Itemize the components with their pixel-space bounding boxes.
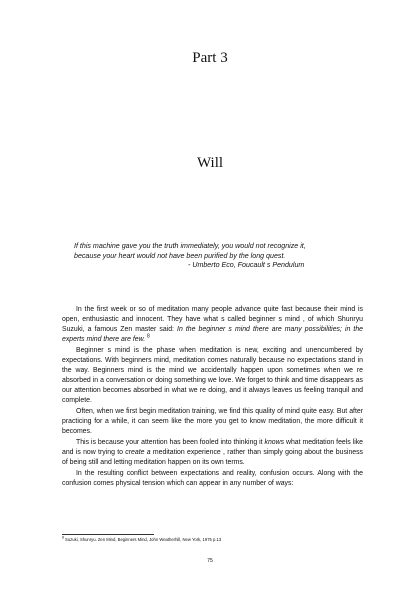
epigraph-line-1: If this machine gave you the truth immediately, you would not recognize it,: [74, 242, 306, 250]
paragraph-3: Often, when we first begin meditation training, we find this quality of mind quite easy. But after practicing for a while, it can seem like the more you get to know meditation, the more difficult it becomes.: [62, 407, 363, 436]
footnote-text: Suzuki, Shunryu. Zen Mind, Beginners Mind, John Weatherhill, New York, 1975 p.13: [63, 537, 222, 542]
paragraph-5: In the resulting conflict between expectations and reality, confusion occurs. Along with the confusion comes physical tension which can appear in any number of ways:: [62, 469, 363, 487]
body-text: [62, 305, 363, 489]
epigraph-line-2: because your heart would not have been purified by the long quest.: [74, 251, 286, 260]
chapter-title: Will: [196, 155, 224, 171]
emphasis-knows: knows: [264, 438, 285, 446]
epigraph: [74, 242, 374, 271]
emphasis-create: create a: [125, 448, 151, 456]
footnote-number: 8: [62, 535, 64, 540]
paragraph-4-before: This is because your attention has been fooled into thinking it: [76, 438, 265, 446]
paragraph-1: [62, 305, 363, 345]
paragraph-2: Beginner s mind is the phase when meditation is new, exciting and unencumbered by expectations. With beginners mind, meditation comes naturally because no expectations stand in the way. Beginners mind is the mind we accidentally happen upon sometimes when we re absorbed in a conversation or doing something we love. We forget to think and time disappears as our attention becomes absorbed in what we re doing, and it always leaves us feeling tranquil and complete.: [62, 346, 363, 405]
paragraph-4-middle: what meditation feels like and is now trying to: [62, 438, 363, 456]
footnote-divider: [62, 534, 154, 535]
page-number: 75: [207, 558, 213, 564]
paragraph-4-after: meditation experience , rather than simply going about the business of being still and letting meditation happen on its own terms.: [62, 448, 363, 466]
paragraph-1-text: In the first week or so of meditation many people advance quite fast because their mind is open, enthusiastic and innocent. They have what s called beginner s mind , of which Shunryu Suzuki, a famous Zen master said:: [62, 306, 363, 334]
footnote-marker: 8: [147, 333, 150, 340]
footnote: [62, 537, 372, 543]
paragraph-4: [62, 438, 363, 468]
suzuki-quote: In the beginner s mind there are many possibilities; in the experts mind there are few.: [62, 326, 364, 344]
epigraph-attribution: - Umberto Eco, Foucault s Pendulum: [188, 261, 305, 270]
part-heading: Part 3: [192, 50, 228, 66]
